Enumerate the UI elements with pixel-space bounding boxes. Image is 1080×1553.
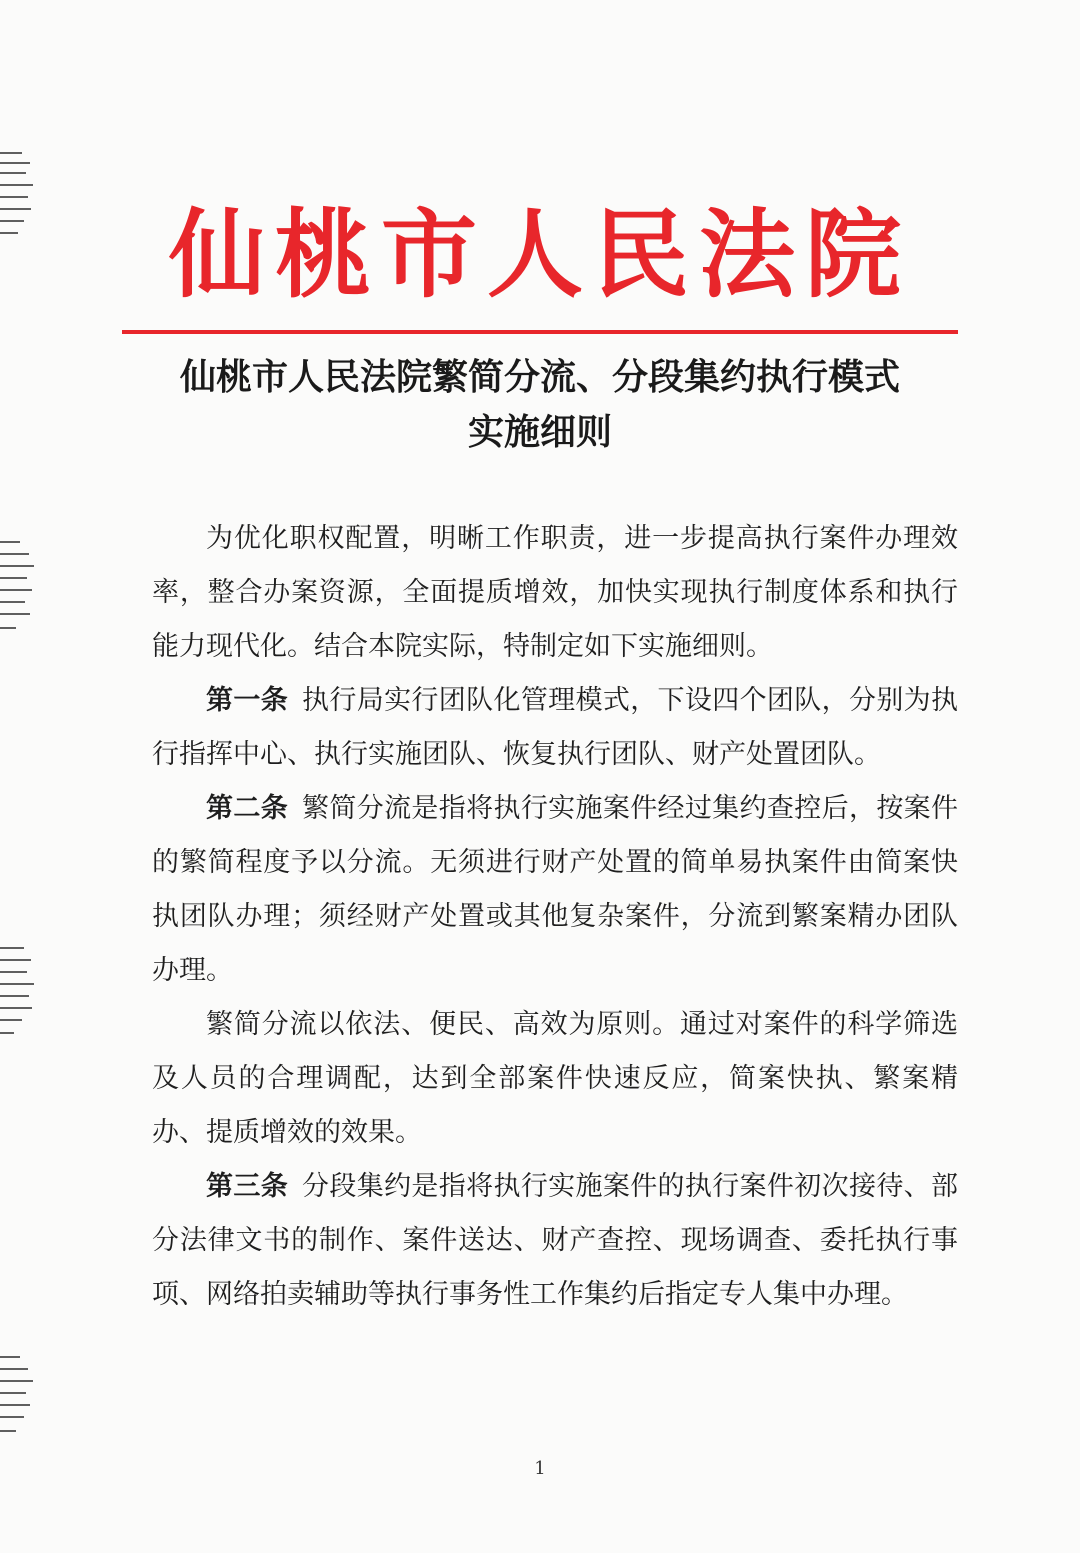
- paragraph-text: 分段集约是指将执行实施案件的执行案件初次接待、部分法律文书的制作、案件送达、财产查控、现场调查、委托执行事项、网络拍卖辅助等执行事务性工作集约后指定专人集中办理。: [152, 1171, 959, 1310]
- document-body: [152, 512, 958, 1322]
- article-number: 第二条: [206, 793, 289, 824]
- paragraph-article-1: [152, 674, 958, 782]
- paragraph-article-2: [152, 782, 958, 998]
- paragraph-text: 为优化职权配置，明晰工作职责，进一步提高执行案件办理效率，整合办案资源，全面提质增效，加快实现执行制度体系和执行能力现代化。结合本院实际，特制定如下实施细则。: [152, 523, 958, 662]
- binding-mark: [0, 535, 36, 645]
- binding-mark: [0, 1352, 36, 1452]
- paragraph-text: 繁简分流以依法、便民、高效为原则。通过对案件的科学筛选及人员的合理调配，达到全部案件快速反应，简案快执、繁案精办、提质增效的效果。: [152, 1009, 958, 1148]
- letterhead-red-rule: [122, 330, 958, 334]
- page-number: 1: [534, 1458, 546, 1479]
- paragraph-article-2-continued: [152, 998, 958, 1160]
- binding-mark: [0, 148, 36, 248]
- document-title-line-1: 仙桃市人民法院繁简分流、分段集约执行模式: [179, 356, 900, 398]
- document-title-line-2: 实施细则: [467, 411, 612, 453]
- paragraph-text: 执行局实行团队化管理模式，下设四个团队，分别为执行指挥中心、执行实施团队、恢复执行团队、财产处置团队。: [152, 685, 959, 770]
- document-title: [120, 350, 960, 460]
- binding-hole-marks: [0, 0, 40, 1553]
- article-number: 第一条: [206, 685, 289, 716]
- paragraph-preamble: [152, 512, 958, 674]
- paragraph-article-3: [152, 1160, 958, 1322]
- court-letterhead: 仙桃市人民法院: [169, 198, 911, 311]
- binding-mark: [0, 942, 36, 1052]
- paragraph-text: 繁简分流是指将执行实施案件经过集约查控后，按案件的繁简程度予以分流。无须进行财产处置的简单易执案件由简案快执团队办理；须经财产处置或其他复杂案件，分流到繁案精办团队办理。: [152, 793, 959, 986]
- article-number: 第三条: [206, 1171, 289, 1202]
